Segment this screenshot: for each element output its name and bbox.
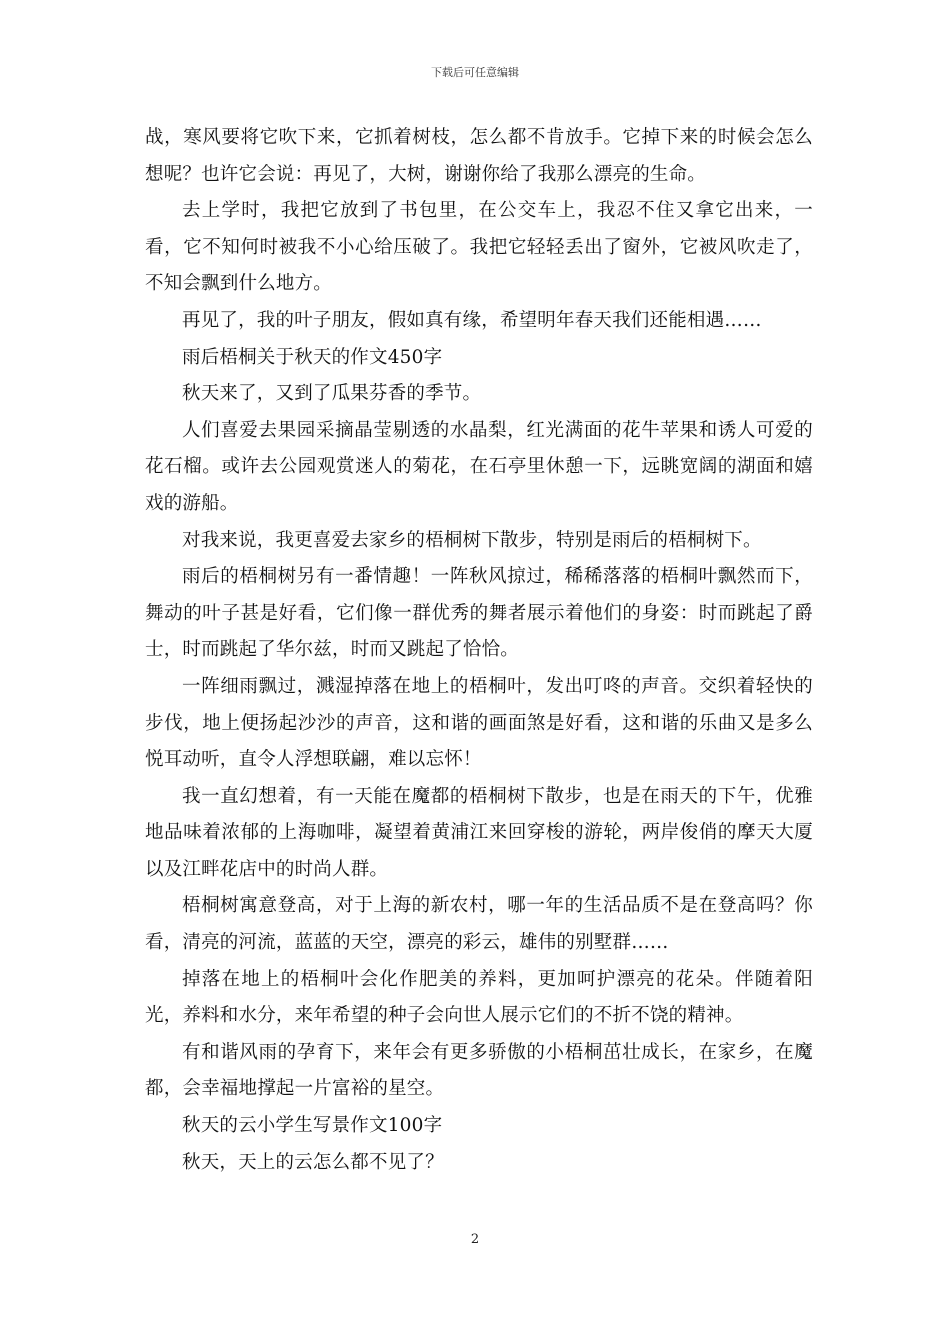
paragraph: 再见了，我的叶子朋友，假如真有缘，希望明年春天我们还能相遇……: [182, 309, 762, 331]
paragraph: 雨后的梧桐树另有一番情趣！一阵秋风掠过，稀稀落落的梧桐叶飘然而下，舞动的叶子甚是好看，它们像一群优秀的舞者展示着他们的身姿：时而跳起了爵士，时而跳起了华尔兹，时而又跳起了恰恰。: [145, 566, 813, 661]
paragraph: 梧桐树寓意登高，对于上海的新农村，哪一年的生活品质不是在登高吗？你看，清亮的河流，蓝蓝的天空，漂亮的彩云，雄伟的别墅群……: [145, 895, 813, 954]
page-number: 2: [470, 1232, 480, 1247]
paragraph: 有和谐风雨的孕育下，来年会有更多骄傲的小梧桐茁壮成长，在家乡，在魔都，会幸福地撑起一片富裕的星空。: [145, 1041, 813, 1100]
document-body: [145, 120, 813, 1181]
paragraph: 一阵细雨飘过，溅湿掉落在地上的梧桐叶，发出叮咚的声音。交织着轻快的步伐，地上便扬起沙沙的声音，这和谐的画面煞是好看，这和谐的乐曲又是多么悦耳动听，直令人浮想联翩，难以忘怀！: [145, 675, 813, 771]
paragraph: 战，寒风要将它吹下来，它抓着树枝，怎么都不肯放手。它掉下来的时候会怎么想呢？也许它会说：再见了，大树，谢谢你给了我那么漂亮的生命。: [145, 127, 813, 185]
paragraph: 秋天，天上的云怎么都不见了？: [182, 1151, 444, 1173]
paragraph: 我一直幻想着，有一天能在魔都的梧桐树下散步，也是在雨天的下午，优雅地品味着浓郁的上海咖啡，凝望着黄浦江来回穿梭的游轮，两岸俊俏的摩天大厦以及江畔花店中的时尚人群。: [145, 785, 813, 880]
paragraph: 掉落在地上的梧桐叶会化作肥美的养料，更加呵护漂亮的花朵。伴随着阳光，养料和水分，来年希望的种子会向世人展示它们的不折不饶的精神。: [145, 968, 813, 1027]
essay-title: 秋天的云小学生写景作文100字: [182, 1115, 443, 1137]
page-header: 下载后可任意编辑: [431, 66, 519, 79]
essay-title: 雨后梧桐关于秋天的作文450字: [182, 346, 443, 368]
paragraph: 去上学时，我把它放到了书包里，在公交车上，我忍不住又拿它出来，一看，它不知何时被我不小心给压破了。我把它轻轻丢出了窗外，它被风吹走了，不知会飘到什么地方。: [145, 200, 813, 295]
paragraph: 秋天来了，又到了瓜果芬香的季节。: [182, 383, 482, 405]
paragraph: 人们喜爱去果园采摘晶莹剔透的水晶梨，红光满面的花牛苹果和诱人可爱的花石榴。或许去公园观赏迷人的菊花，在石亭里休憩一下，远眺宽阔的湖面和嬉戏的游船。: [145, 419, 813, 514]
paragraph: 对我来说，我更喜爱去家乡的梧桐树下散步，特别是雨后的梧桐树下。: [182, 529, 762, 551]
